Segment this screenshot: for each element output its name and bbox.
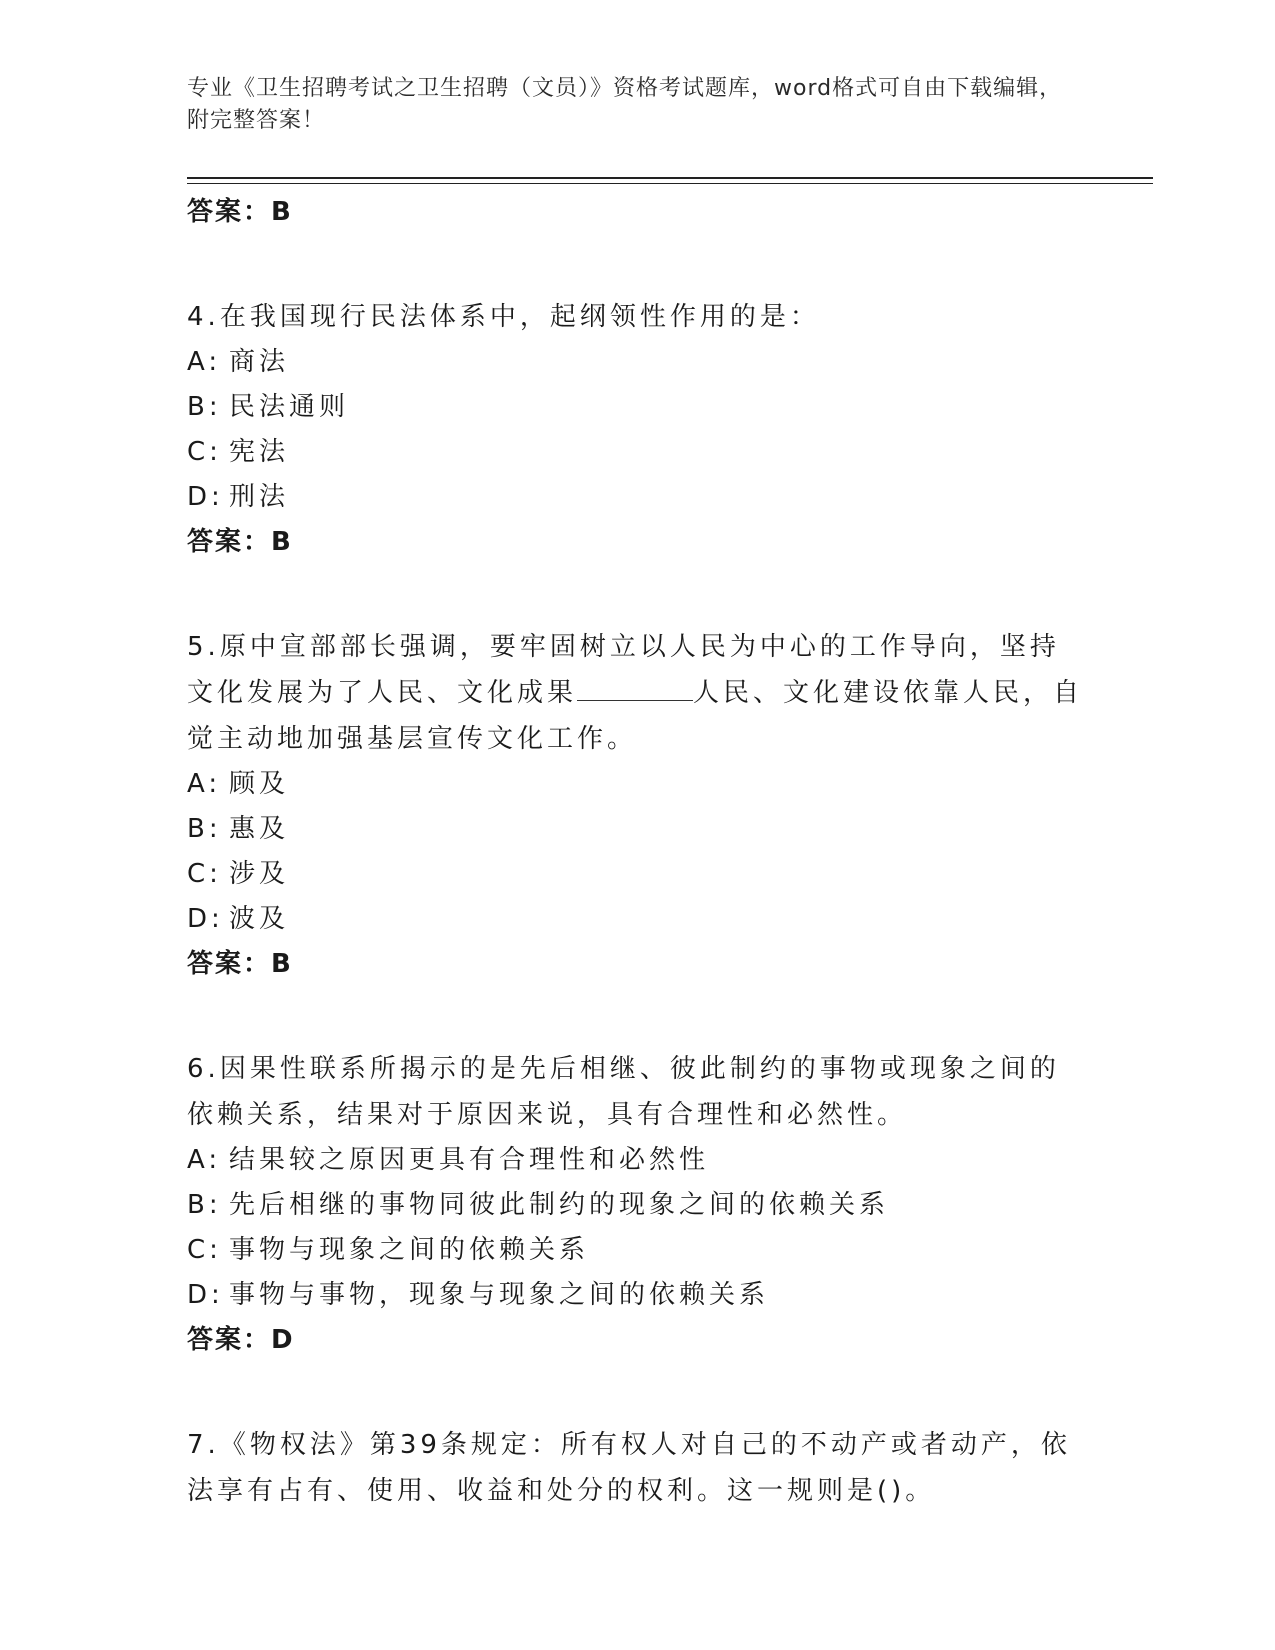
question-6: [187, 1046, 1087, 1362]
question-text: 5.原中宣部部长强调，要牢固树立以人民为中心的工作导向，坚持文化发展为了人民、文化成果 人民、文化建设依靠人民，自觉主动地加强基层宣传文化工作。: [187, 632, 1084, 754]
option-d: D: 事物与事物，现象与现象之间的依赖关系: [187, 1280, 770, 1310]
option-c: C: 涉及: [187, 859, 290, 889]
fill-blank: [577, 670, 693, 701]
option-a: A: 商法: [187, 347, 290, 377]
question-5: [187, 624, 1087, 986]
answer-line: 答案：B: [187, 197, 293, 227]
question-text: 7.《物权法》第39条规定：所有权人对自己的不动产或者动产，依法享有占有、使用、收益和处分的权利。这一规则是()。: [187, 1430, 1071, 1506]
option-c: C: 事物与现象之间的依赖关系: [187, 1235, 590, 1265]
question-7: [187, 1422, 1087, 1514]
answer-line: 答案：B: [187, 527, 293, 557]
question-list: [187, 190, 1087, 1514]
answer-line: 答案：D: [187, 1325, 295, 1355]
question-text: 6.因果性联系所揭示的是先后相继、彼此制约的事物或现象之间的依赖关系，结果对于原因来说，具有合理性和必然性。: [187, 1054, 1060, 1130]
question-text: 4.在我国现行民法体系中，起纲领性作用的是：: [187, 302, 820, 332]
option-c: C: 宪法: [187, 437, 290, 467]
option-a: A: 顾及: [187, 769, 290, 799]
option-b: B: 民法通则: [187, 392, 350, 422]
option-b: B: 惠及: [187, 814, 290, 844]
option-a: A: 结果较之原因更具有合理性和必然性: [187, 1145, 710, 1175]
question-4: [187, 294, 1087, 564]
page-header: 专业《卫生招聘考试之卫生招聘（文员）》资格考试题库，word格式可自由下载编辑，附完整答案！: [187, 76, 1063, 133]
option-b: B: 先后相继的事物同彼此制约的现象之间的依赖关系: [187, 1190, 890, 1220]
header-rule-thin: [187, 183, 1153, 184]
option-d: D: 波及: [187, 904, 290, 934]
option-d: D: 刑法: [187, 482, 290, 512]
answer-line: 答案：B: [187, 949, 293, 979]
header-rule-thick: [187, 177, 1153, 179]
